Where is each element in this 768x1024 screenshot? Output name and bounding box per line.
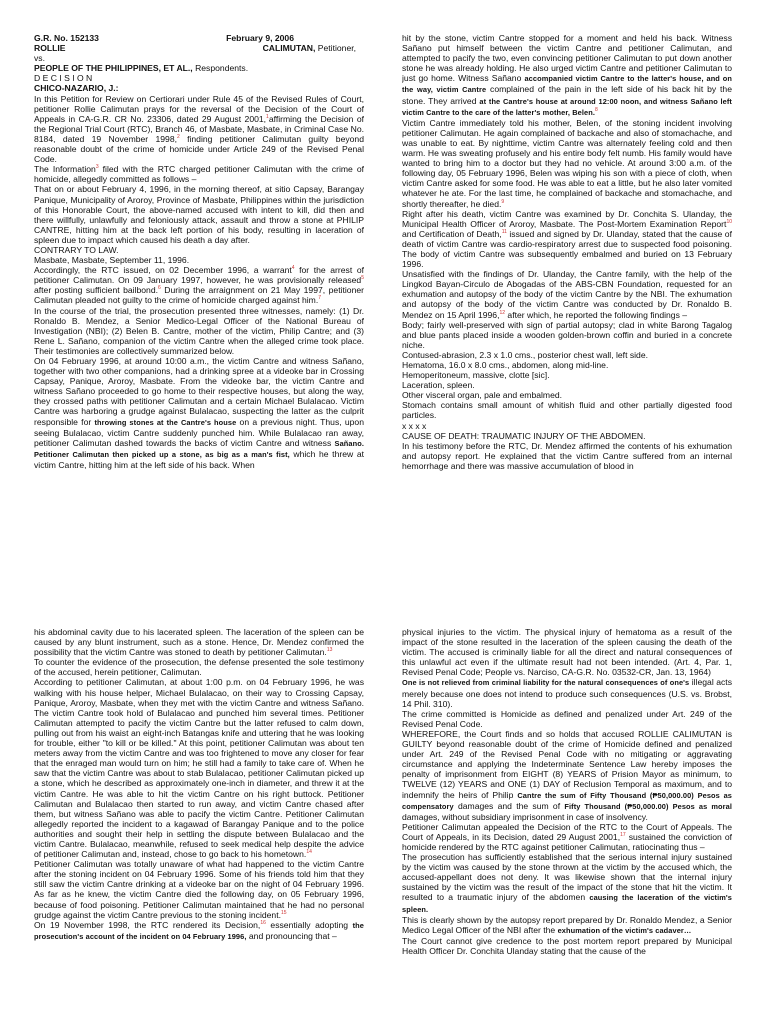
- paragraph: hit by the stone, victim Cantre stopped for a moment and held his back. Witness Sañano put himself between the victim Cantre and petitioner Calimutan, and attempted to pacify the two, even convincing petitioner Calimutan to put down another stone he was already holding. He also urged victim Cantre and petitioner Calimutan to just go home. Witness Sañano accompanied victim Cantre to the latter's house, and on the way, victim Cantre complained of the pain in the left side of his back hit by the stone. They arrived at the Cantre's house at around 12:00 noon, and witness Sañano left victim Cantre to the care of the latter's mother, Belen.$^8$: [402, 33, 732, 117]
- footnote-ref: 1: [266, 113, 269, 120]
- respondent-role: Respondents.: [192, 63, 249, 74]
- paragraph: On 04 February 1996, at around 10:00 a.m., the victim Cantre and witness Sañano, together with two other companions, had a drinking spree at a videoke bar in Crossing Capsay, Panique, Aroroy, Masbate. From the videoke bar, the victim Cantre and witness Sañano proceeded to go home to their respective houses, but along the way, they crossed paths with petitioner Calimutan and a certain Michael Bulalacao. Victim Cantre was harboring a grudge against Bulalacao, suspecting the latter as the culprit responsible for throwing stones at the Cantre's house on a previous night. Thus, upon seeing Bulalacao, victim Cantre suddenly punched him. While Bulalacao ran away, petitioner Calimutan dashed towards the backs of victim Cantre and witness Sañano. Petitioner Calimutan then picked up a stone, as big as a man's fist, which he threw at victim Cantre, hitting him at the left side of his back. When: [34, 356, 364, 470]
- paragraph: On 19 November 1998, the RTC rendered its Decision,$^{16}$ essentially adopting the prosecution's account of the incident on 04 February 1996, and pronouncing that –: [34, 919, 364, 941]
- paragraph: Unsatisfied with the findings of Dr. Ulanday, the Cantre family, with the help of the Lingkod Bayan-Circulo de Abogadas of the ABS-CBN Foundation, requested for an exhumation and autopsy of the body of the victim Cantre by the NBI. The exhumation and autopsy of the body of the victim Cantre was conducted by Dr. Ronaldo B. Mendez on 15 April 1996,12 after which, he reported the following findings –: [402, 269, 732, 320]
- paragraph: This is clearly shown by the autopsy report prepared by Dr. Ronaldo Mendez, a Senior Medico Legal Officer of the NBI after the exhumation of the victim's cadaver…: [402, 914, 732, 935]
- footnote-ref: 16: [260, 919, 266, 926]
- finding-item: Hematoma, 16.0 x 8.0 cms., abdomen, along mid-line.: [402, 360, 609, 370]
- paragraph: In the course of the trial, the prosecution presented three witnesses, namely: (1) Dr. Ronaldo B. Mendez, a Senior Medico-Legal Officer of the National Bureau of Investigation (NBI); (2) Belen B. Cantre, mother of the victim, Philip Cantre; and (3) Rene L. Sañano, companion of the victim Cantre when the alleged crime took place. Their testimonies are collectively summarized below.: [34, 305, 364, 356]
- footnote-ref: 2: [177, 134, 180, 141]
- footnote-ref: 17: [620, 832, 626, 839]
- footnote-ref: 10: [726, 218, 732, 225]
- document-page-3: [34, 627, 364, 1024]
- paragraph: Masbate, Masbate, September 11, 1996.: [34, 255, 190, 266]
- petitioner-line: [34, 43, 364, 53]
- footnote-ref: 11: [501, 228, 507, 235]
- footnote-ref: 13: [326, 647, 333, 654]
- paragraph: Right after his death, victim Cantre was examined by Dr. Conchita S. Ulanday, the Municipal Health Officer of Aroroy, Masbate. The Post-Mortem Examination Report$^{10}$ and Certification of Death,$^{11}$ issued and signed by Dr. Ulanday, stated that the cause of death of victim Cantre was cardio-respiratory arrest due to suspected food poisoning. The body of victim Cantre was subsequently embalmed and buried on 13 February 1996.: [402, 208, 732, 270]
- paragraph: his abdominal cavity due to his lacerated spleen. The laceration of the spleen can be caused by any blunt instrument, such as a stone. Hence, Dr. Mendez confirmed the possibility that the victim Cantre was stoned to death by petitioner Calimutan.$^{13}$: [34, 627, 364, 658]
- document-page-2: [402, 33, 732, 553]
- paragraph: WHEREFORE, the Court finds and so holds that accused ROLLIE CALIMUTAN is GUILTY beyond reasonable doubt of the crime of Homicide defined and penalized under Art. 249 of the Revised Penal Code with no mitigating or aggravating circumstance and applying the Indeterminate Sentence Law hereby imposes the penalty of imprisonment from EIGHT (8) YEARS of Prision Mayor as minimum, to TWELVE (12) YEARS and ONE (1) DAY of Reclusion Temporal as maximum, and to indemnify the heirs of Philip Cantre the sum of Fifty Thousand (₱50,000.00) Pesos as compensatory damages and the sum of Fifty Thousand (₱50,000.00) Pesos as moral damages, without subsidiary imprisonment in case of insolvency.: [402, 728, 732, 822]
- ponente: CHICO-NAZARIO, J.:: [34, 83, 119, 94]
- footnote-ref: 15: [280, 909, 287, 916]
- paragraph: The crime committed is Homicide as defined and penalized under Art. 249 of the Revised Penal Code.: [402, 708, 732, 729]
- paragraph: Petitioner Calimutan appealed the Decision of the RTC to the Court of Appeals. The Court of Appeals, in its Decision, dated 29 August 2001,17 sustained the conviction of homicide rendered by the RTC against petitioner Calimutan, ratiocinating thus –: [402, 821, 732, 852]
- finding-item: Hemoperitoneum, massive, clotte [sic].: [402, 370, 550, 381]
- decision-heading: D E C I S I O N: [34, 73, 93, 84]
- footnote-ref: 7: [318, 295, 322, 302]
- paragraph: In his testimony before the RTC, Dr. Mendez affirmed the contents of his exhumation and autopsy report. He explained that the victim Cantre suffered from an internal hemorrhage and there was massive accumulation of blood in: [402, 440, 732, 471]
- footnote-ref: 8: [595, 106, 598, 113]
- finding-item: Body; fairly well-preserved with sign of partial autopsy; clad in white Barong Tagalog and blue pants placed inside a wooden golden-brown coffin and buried in a concrete niche.: [402, 319, 732, 350]
- document-page-1: [34, 33, 364, 553]
- versus: vs.: [34, 53, 45, 64]
- finding-item: x x x x: [402, 420, 427, 431]
- footnote-ref: 3: [95, 164, 99, 171]
- document-page-4: [402, 627, 732, 1024]
- finding-item: Other visceral organ, pale and embalmed.: [402, 390, 563, 401]
- footnote-ref: 4: [291, 265, 295, 272]
- paragraph: The Information$^3$ filed with the RTC charged petitioner Calimutan with the crime of homicide, allegedly committed as follows –: [34, 164, 364, 185]
- cause-of-death: CAUSE OF DEATH: TRAUMATIC INJURY OF THE ABDOMEN.: [402, 430, 646, 441]
- paragraph: physical injuries to the victim. The physical injury of hematoma as a result of the impact of the stone resulted in the laceration of the spleen causing the death of the victim. The accused is criminally liable for all the direct and natural consequences of this unlawful act even if the ultimate result had not been intended. (Art. 4, Par. 1, Revised Penal Code; People vs. Narciso, CA-G.R. No. 03532-CR, Jan. 13, 1964): [402, 627, 732, 678]
- petitioner-role: Petitioner,: [315, 43, 356, 54]
- paragraph: In this Petition for Review on Certiorari under Rule 45 of the Revised Rules of Court, petitioner Rollie Calimutan prays for the reversal of the Decision of the Court of Appeals in CA-G.R. CR No. 23306, dated 29 August 2001,$^1$affirming the Decision of the Regional Trial Court (RTC), Branch 46, of Masbate, Masbate, in Criminal Case No. 8184, dated 19 November 1998,$^2$ finding petitioner Calimutan guilty beyond reasonable doubt of the crime of homicide under Article 249 of the Revised Penal Code.: [34, 93, 364, 165]
- paragraph: To counter the evidence of the prosecution, the defense presented the sole testimony of the accused, herein petitioner, Calimutan.: [34, 657, 364, 678]
- paragraph: According to petitioner Calimutan, at about 1:00 p.m. on 04 February 1996, he was walking with his house helper, Michael Bulalacao, on their way to Crossing Capsay, Panique, Aroroy, Masbate, when they met with the victim Cantre and witness Sañano. The victim Cantre took hold of Bulalacao and punched him several times. Petitioner Calimutan attempted to pacify the victim Cantre but the latter refused to calm down, pulling out from his waist an eight-inch Batangas knife and uttering that he was looking for trouble, either "to kill or be killed." At this point, petitioner Calimutan was about ten meters away from the victim Cantre and was too frightened to move any closer for fear that the enraged man would turn on him; he still had a family to take care of. When he saw that the victim Cantre was about to stab Bulalacao, petitioner Calimutan picked up a stone, which he described as approximately one-inch in diameter, and threw it at the victim Cantre. He was able to hit the victim Cantre on his right buttock. Petitioner Calimutan and Bulalacao then started to run away, and victim Cantre chased after them, but witness Sañano was able to pacify the victim Cantre. Petitioner Calimutan allegedly reported the incident to a kagawad of Barangay Panique and to the police authorities and sought their help in settling the dispute between Bulalacao and the victim Cantre. Bulalacao, meanwhile, refused to seek medical help despite the advice of petitioner Calimutan and, instead, chose to go back to his hometown.$^{14}$: [34, 677, 364, 860]
- paragraph: Petitioner Calimutan was totally unaware of what had happened to the victim Cantre after the stoning incident on 04 February 1996. Some of his friends told him that they still saw the victim Cantre drinking at a videoke bar on the night of 04 February 1996. As far as he knew, the victim Cantre died the following day, on 05 February 1996, because of food poisoning. Petitioner Calimutan maintained that he had no personal grudge against the victim Cantre previous to the stoning incident.$^{15}$: [34, 859, 364, 920]
- case-number: G.R. No. 152133: [34, 33, 99, 43]
- petitioner-first-name: ROLLIE: [34, 43, 66, 54]
- paragraph: Victim Cantre immediately told his mother, Belen, of the stoning incident involving petitioner Calimutan. He again complained of backache and also of stomachache, and was unable to eat. By nighttime, victim Cantre was alternately feeling cold and then warm. He was sweating profusely and his entire body felt numb. His family would have wanted to bring him to a doctor but they had no vehicle. At around 3:00 a.m. of the following day, 05 February 1996, Belen was wiping his son with a piece of cloth, when victim Cantre asked for some food. He was able to eat a little, but he also later vomited whatever he ate. For the last time, he complained of backache and stomachache, and shortly thereafter, he died.$^9$: [402, 117, 732, 209]
- footnote-ref: 6: [158, 285, 161, 292]
- paragraph: Accordingly, the RTC issued, on 02 December 1996, a warrant$^4$ for the arrest of petitioner Calimutan. On 09 January 1997, however, he was provisionally released$^5$ after posting sufficient bailbond.$^6$ During the arraignment on 21 May 1997, petitioner Calimutan pleaded not guilty to the crime of homicide charged against him.$^7$: [34, 265, 364, 306]
- finding-item: Contused-abrasion, 2.3 x 1.0 cms., posterior chest wall, left side.: [402, 349, 648, 360]
- case-date: February 9, 2006: [226, 33, 294, 43]
- paragraph: The Court cannot give credence to the post mortem report prepared by Municipal Health Officer Dr. Conchita Ulanday stating that the cause of the: [402, 935, 732, 956]
- respondent-name: PEOPLE OF THE PHILIPPINES, ET AL.,: [34, 63, 193, 74]
- footnote-ref: 14: [306, 849, 312, 856]
- petitioner-last-name: CALIMUTAN,: [262, 43, 316, 54]
- footnote-ref: 5: [361, 275, 364, 282]
- case-header: [34, 33, 364, 43]
- finding-item: Stomach contains small amount of whitish fluid and other partially digested food particles.: [402, 400, 732, 421]
- footnote-ref: 12: [499, 309, 506, 316]
- paragraph: That on or about February 4, 1996, in the morning thereof, at sitio Capsay, Barangay Panique, Municipality of Aroroy, Province of Masbate, Philippines within the jurisdiction of this Honorable Court, the above-named accused with intent to kill, did then and there willfully, unlawfully and feloniously attack, assault and throw a stone at PHILIP CANTRE, hitting him at the back left portion of his body, resulting in laceration of spleen due to impact which caused his death a day after.: [34, 184, 364, 245]
- finding-item: Laceration, spleen.: [402, 380, 475, 391]
- footnote-ref: 9: [501, 198, 505, 205]
- paragraph: CONTRARY TO LAW.: [34, 244, 119, 255]
- paragraph: One is not relieved from criminal liability for the natural consequences of one's illegal acts merely because one does not intend to produce such consequences (U.S. vs. Brobst, 14 Phil. 310).: [402, 677, 732, 709]
- paragraph: The prosecution has sufficiently established that the serious internal injury sustained by the victim was caused by the stone thrown at the victim by the accused which, the accused-appellant does not deny. It was likewise shown that the internal injury sustained by the victim was the result of the impact of the stone that hit the victim. It resulted to a traumatic injury of the abdomen causing the laceration of the victim's spleen.: [402, 852, 732, 914]
